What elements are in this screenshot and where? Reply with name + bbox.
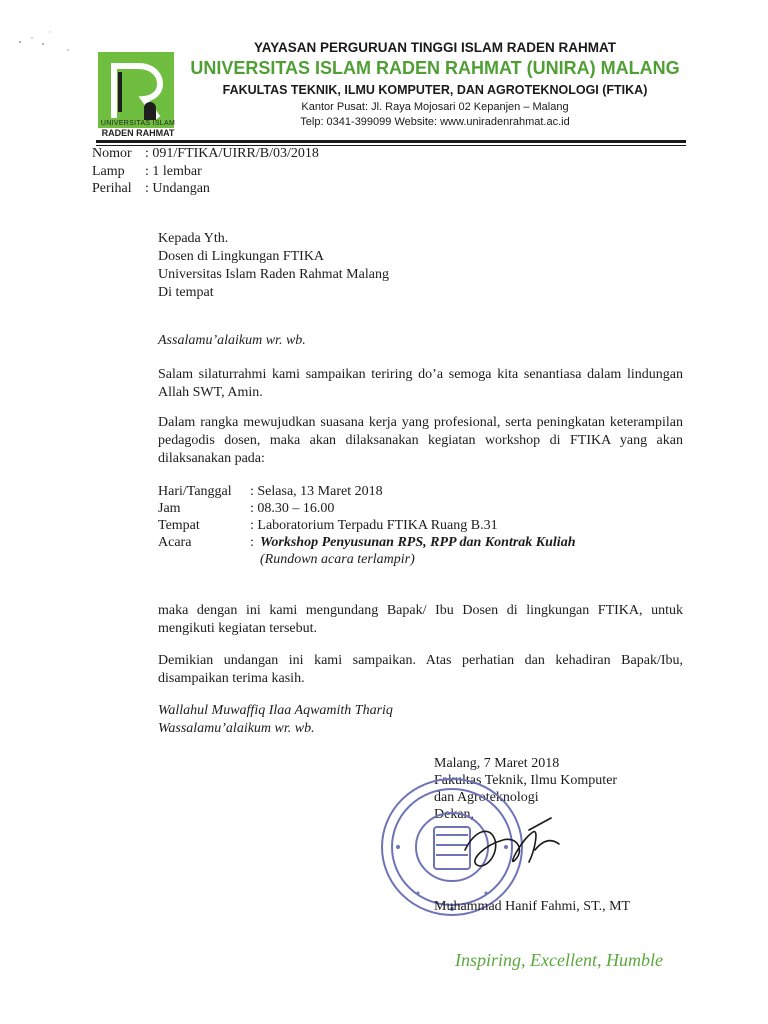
lamp-value: : 1 lembar <box>145 164 202 179</box>
handwritten-signature <box>455 810 565 880</box>
logo-caption-top: UNIVERSITAS ISLAM <box>100 120 176 127</box>
header-rule-thick <box>96 140 686 143</box>
recipient-line-3: Universitas Islam Raden Rahmat Malang <box>158 267 389 282</box>
scan-specks <box>10 20 90 60</box>
signature-org-line-1: Fakultas Teknik, Ilmu Komputer <box>434 773 618 788</box>
event-date-label: Hari/Tanggal <box>158 484 232 499</box>
event-date-value: : Selasa, 13 Maret 2018 <box>250 484 383 499</box>
paragraph-salutation: Salam silaturrahmi kami sampaikan teriring do’a semoga kita senantiasa dalam lindungan Allah SWT, Amin. <box>158 367 683 400</box>
foundation-name: YAYASAN PERGURUAN TINGGI ISLAM RADEN RAHMAT <box>253 40 617 55</box>
office-address: Kantor Pusat: Jl. Raya Mojosari 02 Kepanjen – Malang <box>301 101 569 113</box>
recipient-line-4: Di tempat <box>158 285 214 300</box>
closing-salam: Wassalamu’alaikum wr. wb. <box>158 721 315 736</box>
event-agenda-label: Acara <box>158 535 192 550</box>
paragraph-purpose: Dalam rangka mewujudkan suasana kerja yang profesional, serta peningkatan keterampilan pedagodis dosen, maka akan dilaksanakan kegiatan workshop di FTIKA yang akan dilaksanakan pada: <box>158 415 683 466</box>
recipient-line-2: Dosen di Lingkungan FTIKA <box>158 249 325 264</box>
event-agenda-colon: : <box>250 535 254 550</box>
paragraph-invitation: maka dengan ini kami mengundang Bapak/ Ibu Dosen di lingkungan FTIKA, untuk mengikuti kegiatan tersebut. <box>158 603 683 636</box>
event-place-value: : Laboratorium Terpadu FTIKA Ruang B.31 <box>250 518 498 533</box>
university-name: UNIVERSITAS ISLAM RADEN RAHMAT (UNIRA) MALANG <box>190 58 680 78</box>
signature-title: Dekan, <box>434 807 475 822</box>
recipient-line-1: Kepada Yth. <box>158 231 229 246</box>
closing-prayer: Wallahul Muwaffiq Ilaa Aqwamith Thariq <box>158 703 393 718</box>
faculty-name: FAKULTAS TEKNIK, ILMU KOMPUTER, DAN AGROTEKNOLOGI (FTIKA) <box>222 83 648 97</box>
signatory-name: Muhammad Hanif Fahmi, ST., MT <box>434 899 631 914</box>
perihal-label: Perihal <box>92 181 132 196</box>
nomor-label: Nomor <box>92 146 132 161</box>
signature-org-line-2: dan Agroteknologi <box>434 790 539 805</box>
perihal-value: : Undangan <box>145 181 210 196</box>
logo-caption-bottom: RADEN RAHMAT <box>101 128 175 138</box>
greeting: Assalamu’alaikum wr. wb. <box>158 333 306 348</box>
event-agenda-value: Workshop Penyusunan RPS, RPP dan Kontrak Kuliah <box>260 535 576 550</box>
contact-info: Telp: 0341-399099 Website: www.uniradenrahmat.ac.id <box>300 116 570 128</box>
signature-place-date: Malang, 7 Maret 2018 <box>434 756 560 771</box>
event-place-label: Tempat <box>158 518 200 533</box>
footer-motto: Inspiring, Excellent, Humble <box>455 950 663 970</box>
event-time-value: : 08.30 – 16.00 <box>250 501 335 516</box>
event-time-label: Jam <box>158 501 181 516</box>
paragraph-closing: Demikian undangan ini kami sampaikan. Atas perhatian dan kehadiran Bapak/Ibu, disampaikan terima kasih. <box>158 653 683 686</box>
nomor-value: : 091/FTIKA/UIRR/B/03/2018 <box>145 146 319 161</box>
lamp-label: Lamp <box>92 164 125 179</box>
event-agenda-note: (Rundown acara terlampir) <box>260 552 415 567</box>
